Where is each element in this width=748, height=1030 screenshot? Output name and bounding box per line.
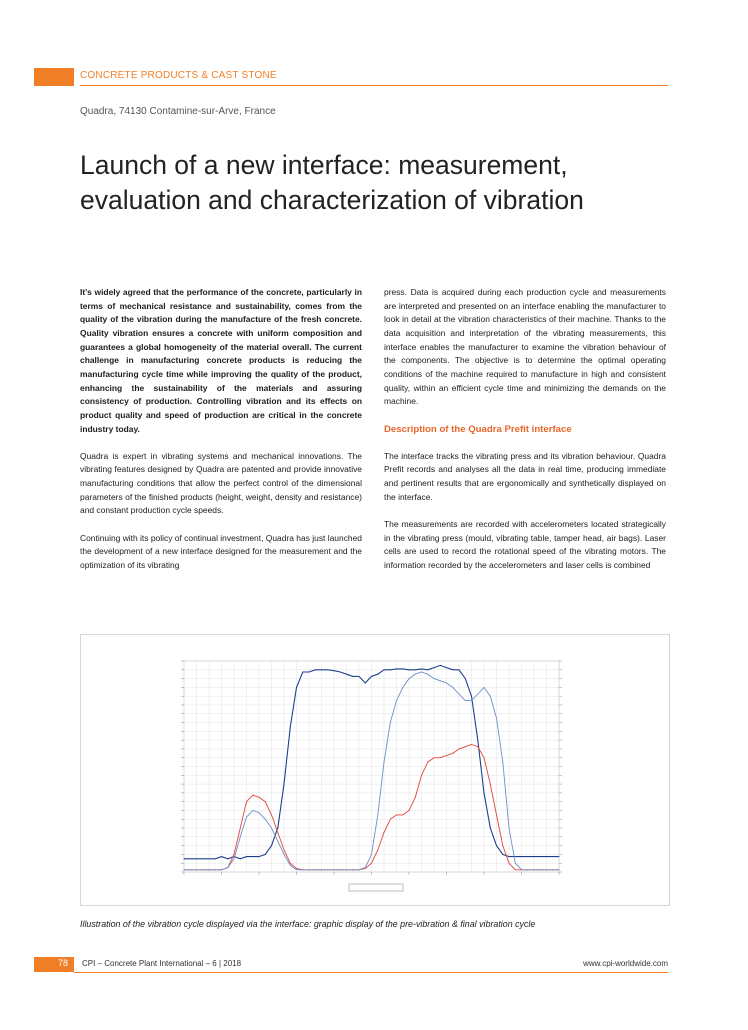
series-1-point [390,669,391,670]
series-3-point [215,869,216,870]
series-3-point [240,836,241,837]
series-3-point [377,814,378,815]
body-paragraph: Continuing with its policy of continual investment, Quadra has just launched the development of a new interface designed for the measurement and the optimization of its vibrating [80,532,362,570]
series-2-point [496,814,497,815]
series-3-point [427,674,428,675]
series-3-point [252,810,253,811]
headline-line-1: Launch of a new interface: measurement, [80,150,568,180]
body-paragraph: Quadra is expert in vibrating systems and mechanical innovations. The vibrating features designed by Quadra are patented and provide innovative manufacturing conditions that allow the perfect control of the dimensional parameters of the finished products (height, weight, density and resistance) and constant production cycle speeds. [80,450,362,516]
series-3-point [434,678,435,679]
series-3-point [277,841,278,842]
section-rule [80,85,668,86]
series-1-point [196,858,197,859]
series-3-point [202,869,203,870]
body-paragraph: The interface tracks the vibrating press and its vibration behaviour. Quadra Prefit records and analyses all the data in real time, producing immediate and pertinent results that are ergonomically and synthetically displayed on the interface. [384,450,666,502]
series-3-point [421,671,422,672]
series-1-point [327,669,328,670]
series-3-point [309,869,310,870]
series-2-point [434,757,435,758]
series-3-point [502,762,503,763]
series-3-point [527,869,528,870]
series-3-point [490,696,491,697]
series-1-point [259,856,260,857]
series-2-point [427,762,428,763]
series-1-point [402,668,403,669]
series-2-point [452,753,453,754]
series-3-point [184,869,185,870]
series-3-point [540,869,541,870]
series-2-point [384,832,385,833]
text-column-left [80,286,362,586]
series-1-point [452,669,453,670]
legend-box [349,884,403,891]
series-1-point [334,670,335,671]
body-paragraph: The measurements are recorded with accelerometers located strategically in the vibrating press (mould, vibrating table, tamper head, air bags). Laser cells are used to record the rotational speed of the vibrating motors. The information recorded by the accelerometers and laser cells is combined [384,518,666,570]
section-header [0,68,668,86]
series-1-point [190,858,191,859]
series-3-point [552,869,553,870]
series-1-point [446,667,447,668]
series-1-point [559,856,560,857]
series-3-point [302,869,303,870]
series-2-point [515,869,516,870]
series-1-point [521,856,522,857]
series-2-point [440,757,441,758]
series-3-point [534,869,535,870]
series-3-point [396,700,397,701]
series-1-point [546,856,547,857]
series-2-point [402,814,403,815]
series-3-point [440,680,441,681]
series-2-point [277,832,278,833]
series-3-point [521,869,522,870]
series-1-point [359,676,360,677]
series-1-point [265,854,266,855]
series-2-point [415,797,416,798]
series-2-point [259,797,260,798]
series-2-point [477,746,478,747]
series-2-point [421,775,422,776]
series-1-point [459,669,460,670]
series-2-point [377,850,378,851]
series-2-point [265,801,266,802]
page-number: 78 [57,958,68,968]
figure-caption: Illustration of the vibration cycle displayed via the interface: graphic display of the pre-vibration & final vibration cycle [80,919,536,929]
series-3-point [515,863,516,864]
series-3-point [477,693,478,694]
series-3-point [340,869,341,870]
series-1-point [290,726,291,727]
series-3-point [415,674,416,675]
series-1-point [477,740,478,741]
series-3-point [365,867,366,868]
series-2-point [490,784,491,785]
series-3-point [209,869,210,870]
series-2-point [252,795,253,796]
body-paragraph: press. Data is acquired during each production cycle and measurements are interpreted and presented on an interface enabling the manufacturer to look in detail at the vibration characteristics of their machine. Thanks to the data acquisition and interpretation of the vibrating measurements, this interface enables the manufacturer to examine the vibration behaviour of the components. The objective is to determine the optimal operating conditions of the machine required to manufacture in high and consistent quality, within an efficient cycle time and minimizing the demands on the machine. [384,287,666,407]
series-1-point [440,665,441,666]
series-1-point [377,674,378,675]
series-2-point [290,863,291,864]
series-1-point [502,854,503,855]
series-1-point [252,856,253,857]
series-1-point [540,856,541,857]
series-1-point [309,671,310,672]
series-2-point [502,845,503,846]
series-1-point [215,858,216,859]
series-1-point [352,676,353,677]
series-1-point [340,671,341,672]
series-3-point [352,869,353,870]
series-1-point [321,669,322,670]
series-1-point [396,668,397,669]
series-3-point [327,869,328,870]
series-1-point [384,669,385,670]
series-2-point [471,744,472,745]
series-1-point [284,784,285,785]
series-1-point [240,858,241,859]
series-1-point [296,687,297,688]
series-3-point [271,828,272,829]
series-1-point [302,671,303,672]
series-1-point [496,845,497,846]
series-3-point [227,867,228,868]
series-1-point [534,856,535,857]
series-3-point [246,817,247,818]
series-3-point [471,700,472,701]
series-2-point [446,755,447,756]
series-1-point [471,696,472,697]
series-1-point [227,858,228,859]
series-3-point [509,828,510,829]
series-2-point [396,814,397,815]
series-3-point [496,718,497,719]
series-1-point [277,828,278,829]
series-1-point [415,669,416,670]
series-3-point [296,869,297,870]
series-3-point [409,678,410,679]
series-3-point [359,869,360,870]
series-1-point [552,856,553,857]
series-2-point [465,746,466,747]
series-3-point [265,819,266,820]
series-1-point [434,667,435,668]
series-3-point [390,722,391,723]
series-3-point [234,858,235,859]
series-3-point [452,687,453,688]
page-number-block [34,957,74,972]
series-1-point [221,856,222,857]
footer-rule [74,972,668,973]
series-3-point [446,682,447,683]
series-3-point [465,700,466,701]
series-2-point [234,854,235,855]
vibration-chart-figure [80,634,670,906]
series-1-point [515,856,516,857]
series-1-point [490,828,491,829]
series-3-point [546,869,547,870]
series-1-point [202,858,203,859]
series-3-point [334,869,335,870]
footer-website[interactable]: www.cpi-worldwide.com [583,959,668,968]
article-headline [80,148,700,218]
series-1-point [509,856,510,857]
vibration-chart [81,635,669,905]
series-3-point [315,869,316,870]
series-2-point [371,863,372,864]
series-1-point [315,669,316,670]
series-1-point [427,669,428,670]
section-color-block [34,68,74,86]
series-2-point [240,828,241,829]
series-1-point [246,856,247,857]
series-1-point [527,856,528,857]
series-3-point [190,869,191,870]
text-column-right [384,286,666,586]
series-1-point [365,682,366,683]
series-2-point [409,810,410,811]
series-3-point [402,687,403,688]
series-1-point [484,792,485,793]
series-2-point [296,868,297,869]
series-3-point [196,869,197,870]
series-2-point [284,850,285,851]
section-label: CONCRETE PRODUCTS & CAST STONE [80,70,277,81]
footer-publication: CPI – Concrete Plant International – 6 | 2018 [82,959,242,968]
series-3-point [559,869,560,870]
series-2-point [459,748,460,749]
series-3-point [321,869,322,870]
series-1-point [371,676,372,677]
series-3-point [290,865,291,866]
series-1-point [346,674,347,675]
series-3-point [259,812,260,813]
series-2-point [390,819,391,820]
series-2-point [484,757,485,758]
series-3-point [459,693,460,694]
series-3-point [371,854,372,855]
series-3-point [384,762,385,763]
section-subheading: Description of the Quadra Prefit interface [384,423,572,435]
headline-line-2: evaluation and characterization of vibration [80,185,584,215]
series-3-point [484,687,485,688]
lead-paragraph: It’s widely agreed that the performance of the concrete, particularly in terms of mechanical resistance and sustainability, comes from the quality of the vibration during the manufacture of the fresh concrete. Quality vibration ensures a concrete with uniform composition and guarantees a global homogeneity of the material overall. The current challenge in manufacturing concrete products is reducing the manufacturing cycle time while improving the quality of the product, enhancing the sustainability of the materials and assuring consistency of production. Controlling vibration and its effects on product quality and speed of production are critical in the concrete industry today. [80,287,362,434]
series-2-point [509,863,510,864]
series-1-point [184,858,185,859]
series-1-point [209,858,210,859]
company-address: Quadra, 74130 Contamine-sur-Arve, France [80,106,276,117]
series-1-point [421,668,422,669]
series-3-point [346,869,347,870]
series-2-point [246,801,247,802]
series-3-point [284,854,285,855]
series-1-point [409,669,410,670]
series-2-point [271,814,272,815]
series-1-point [271,845,272,846]
series-3-point [221,869,222,870]
series-1-point [465,678,466,679]
